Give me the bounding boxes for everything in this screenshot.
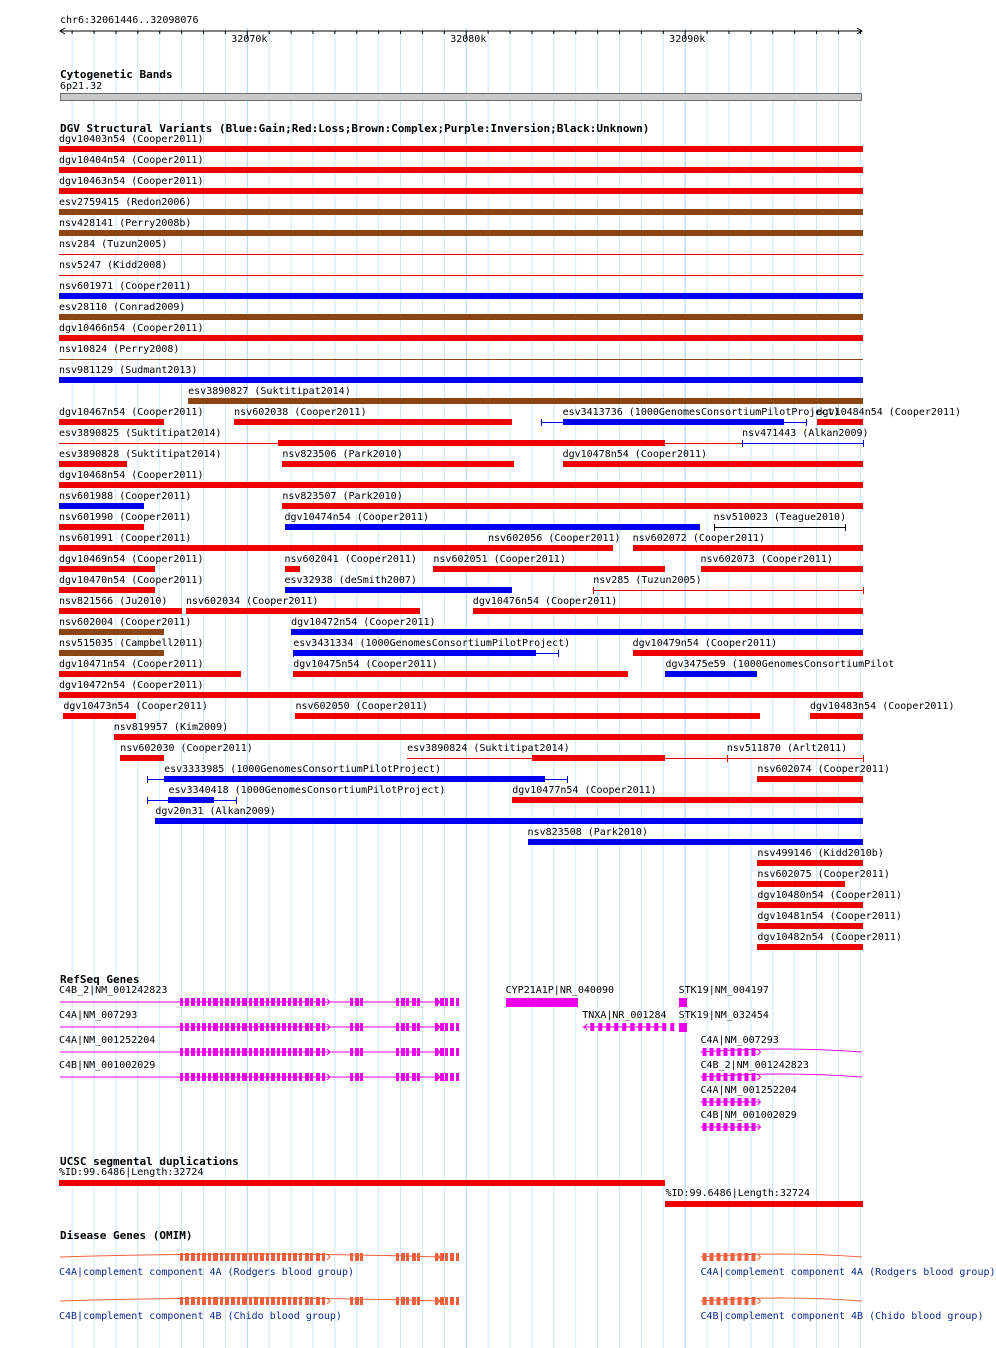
sv-label: nsv602030 (Cooper2011) [120, 743, 253, 754]
gene-model[interactable] [60, 1297, 459, 1305]
sv-label: nsv823506 (Park2010) [282, 449, 403, 460]
sv-label: nsv511870 (Arlt2011) [726, 743, 848, 754]
gene-label: STK19|NM_032454 [678, 1010, 769, 1021]
sv-label: nsv602004 (Cooper2011) [58, 617, 192, 628]
ruler-tick-label: 32080k [450, 34, 487, 45]
segdup-label: %ID:99.6486|Length:32724 [58, 1167, 204, 1178]
sv-label: nsv819957 (Kim2009) [113, 722, 229, 733]
omim-gene-label[interactable]: C4A|complement component 4A (Rodgers blood group) [58, 1267, 354, 1278]
sv-label: esv32938 (deSmith2007) [284, 575, 417, 586]
sv-label: dgv10473n54 (Cooper2011) [63, 701, 208, 712]
sv-label: dgv10404n54 (Cooper2011) [58, 155, 204, 166]
sv-label: dgv10484n54 (Cooper2011) [816, 407, 962, 418]
sv-label: nsv981129 (Sudmant2013) [58, 365, 198, 376]
gene-label: C4B_2|NM_001242823 [58, 985, 168, 996]
sv-label: dgv10403n54 (Cooper2011) [58, 134, 204, 145]
sv-label: nsv602038 (Cooper2011) [234, 407, 367, 418]
sv-label: nsv602041 (Cooper2011) [284, 554, 417, 565]
sv-label: dgv10463n54 (Cooper2011) [58, 176, 204, 187]
sv-label: nsv602073 (Cooper2011) [700, 554, 833, 565]
sv-label: esv3890825 (Suktitipat2014) [58, 428, 222, 439]
sv-label: dgv10469n54 (Cooper2011) [58, 554, 204, 565]
sv-label: dgv10476n54 (Cooper2011) [472, 596, 618, 607]
sv-label: nsv602050 (Cooper2011) [295, 701, 428, 712]
sv-label: dgv10472n54 (Cooper2011) [58, 680, 204, 691]
gene-label: STK19|NM_004197 [678, 985, 769, 996]
segdup-label: %ID:99.6486|Length:32724 [665, 1188, 810, 1199]
sv-label: nsv823507 (Park2010) [282, 491, 403, 502]
omim-gene-label[interactable]: C4B|complement component 4B (Chido blood group) [58, 1311, 342, 1322]
sv-label: nsv428141 (Perry2008b) [58, 218, 192, 229]
refseq-track-title[interactable]: RefSeq Genes [60, 973, 140, 986]
sv-label: nsv5247 (Kidd2008) [58, 260, 168, 271]
cytoband-label: 6p21.32 [60, 81, 103, 92]
segdup-bar[interactable] [665, 1201, 862, 1207]
gene-model[interactable] [60, 998, 459, 1006]
gene-model[interactable] [701, 1098, 761, 1106]
sv-label: dgv10482n54 (Cooper2011) [757, 932, 902, 943]
sv-label: dgv10480n54 (Cooper2011) [757, 890, 902, 901]
sv-label: esv28110 (Conrad2009) [58, 302, 186, 313]
sv-label: dgv10468n54 (Cooper2011) [58, 470, 204, 481]
gene-model[interactable] [701, 1048, 862, 1056]
sv-label: nsv10824 (Perry2008) [58, 344, 180, 355]
sv-label: nsv601991 (Cooper2011) [58, 533, 192, 544]
sv-label: dgv20n31 (Alkan2009) [155, 806, 276, 817]
sv-label: dgv10474n54 (Cooper2011) [284, 512, 429, 523]
sv-label: esv3340418 (1000GenomesConsortiumPilotProject) [168, 785, 446, 796]
sv-label: nsv602075 (Cooper2011) [757, 869, 890, 880]
sv-label: dgv10466n54 (Cooper2011) [58, 323, 204, 334]
ruler-tick-label: 32070k [231, 34, 268, 45]
sv-label: nsv602074 (Cooper2011) [757, 764, 890, 775]
gene-model[interactable] [701, 1253, 862, 1261]
gene-model[interactable] [60, 1048, 459, 1056]
segdups-track-title[interactable]: UCSC segmental duplications [60, 1155, 239, 1168]
sv-label: dgv10470n54 (Cooper2011) [58, 575, 204, 586]
sv-label: nsv510023 (Teague2010) [713, 512, 847, 523]
dgv-track-title[interactable]: DGV Structural Variants (Blue:Gain;Red:Loss;Brown:Complex;Purple:Inversion;Black:Unknown) [60, 122, 650, 135]
sv-label: dgv10478n54 (Cooper2011) [562, 449, 708, 460]
omim-gene-label[interactable]: C4B|complement component 4B (Chido blood group) [700, 1311, 984, 1322]
sv-label: dgv10467n54 (Cooper2011) [58, 407, 204, 418]
gene-model[interactable] [701, 1297, 862, 1305]
sv-label: nsv284 (Tuzun2005) [58, 239, 168, 250]
sv-label: nsv602051 (Cooper2011) [433, 554, 566, 565]
sv-label: dgv10481n54 (Cooper2011) [757, 911, 902, 922]
gene-label: TNXA|NR_001284 [582, 1010, 667, 1021]
gene-label: C4B_2|NM_001242823 [700, 1060, 809, 1071]
ruler-tick-label: 32090k [669, 34, 706, 45]
sv-label: nsv602056 (Cooper2011) [488, 533, 621, 544]
sv-label: dgv10472n54 (Cooper2011) [291, 617, 436, 628]
sv-label: nsv823508 (Park2010) [527, 827, 648, 838]
cytoband-track-title[interactable]: Cytogenetic Bands [60, 68, 173, 81]
omim-track-title[interactable]: Disease Genes (OMIM) [60, 1229, 193, 1242]
sv-label: dgv10477n54 (Cooper2011) [512, 785, 657, 796]
sv-label: nsv602034 (Cooper2011) [185, 596, 319, 607]
sv-label: nsv602072 (Cooper2011) [632, 533, 766, 544]
sv-label: dgv10483n54 (Cooper2011) [809, 701, 955, 712]
gene-label: C4A|NM_007293 [58, 1010, 138, 1021]
location-label: chr6:32061446..32098076 [60, 15, 199, 26]
sv-label: nsv601988 (Cooper2011) [58, 491, 192, 502]
sv-label: esv3890828 (Suktitipat2014) [58, 449, 222, 460]
sv-label: esv3431334 (1000GenomesConsortiumPilotProject) [293, 638, 571, 649]
sv-label: esv3890827 (Suktitipat2014) [188, 386, 351, 397]
sv-label: nsv601990 (Cooper2011) [58, 512, 192, 523]
gene-label: CYP21A1P|NR_040090 [505, 985, 615, 996]
sv-label: dgv10475n54 (Cooper2011) [293, 659, 438, 670]
gene-model[interactable] [60, 1023, 459, 1031]
segdup-bar[interactable] [59, 1180, 665, 1186]
gene-model[interactable] [701, 1123, 761, 1131]
sv-label: esv2759415 (Redon2006) [58, 197, 192, 208]
sv-label: nsv471443 (Alkan2009) [742, 428, 869, 439]
sv-label: nsv515035 (Campbell2011) [58, 638, 204, 649]
omim-gene-label[interactable]: C4A|complement component 4A (Rodgers blood group) [700, 1267, 996, 1278]
gene-label: C4A|NM_007293 [700, 1035, 779, 1046]
sv-label: esv3333985 (1000GenomesConsortiumPilotProject) [164, 764, 442, 775]
sv-label: nsv601971 (Cooper2011) [58, 281, 192, 292]
gene-model[interactable] [60, 1253, 459, 1261]
gene-model[interactable] [582, 1023, 674, 1031]
gene-label: C4A|NM_001252204 [700, 1085, 797, 1096]
sv-label: dgv10471n54 (Cooper2011) [58, 659, 204, 670]
gene-model[interactable] [60, 1073, 459, 1081]
gene-label: C4B|NM_001002029 [58, 1060, 156, 1071]
sv-label: nsv821566 (Ju2010) [58, 596, 168, 607]
gene-label: C4B|NM_001002029 [700, 1110, 797, 1121]
sv-label: dgv10479n54 (Cooper2011) [632, 638, 778, 649]
sv-label: nsv285 (Tuzun2005) [593, 575, 702, 586]
sv-label: esv3413736 (1000GenomesConsortiumPilotProject) [562, 407, 840, 418]
sv-label: nsv499146 (Kidd2010b) [757, 848, 884, 859]
sv-label: dgv3475e59 (1000GenomesConsortiumPilot [665, 659, 895, 670]
sv-label: esv3890824 (Suktitipat2014) [407, 743, 570, 754]
gene-model[interactable] [701, 1073, 862, 1081]
gene-label: C4A|NM_001252204 [58, 1035, 156, 1046]
